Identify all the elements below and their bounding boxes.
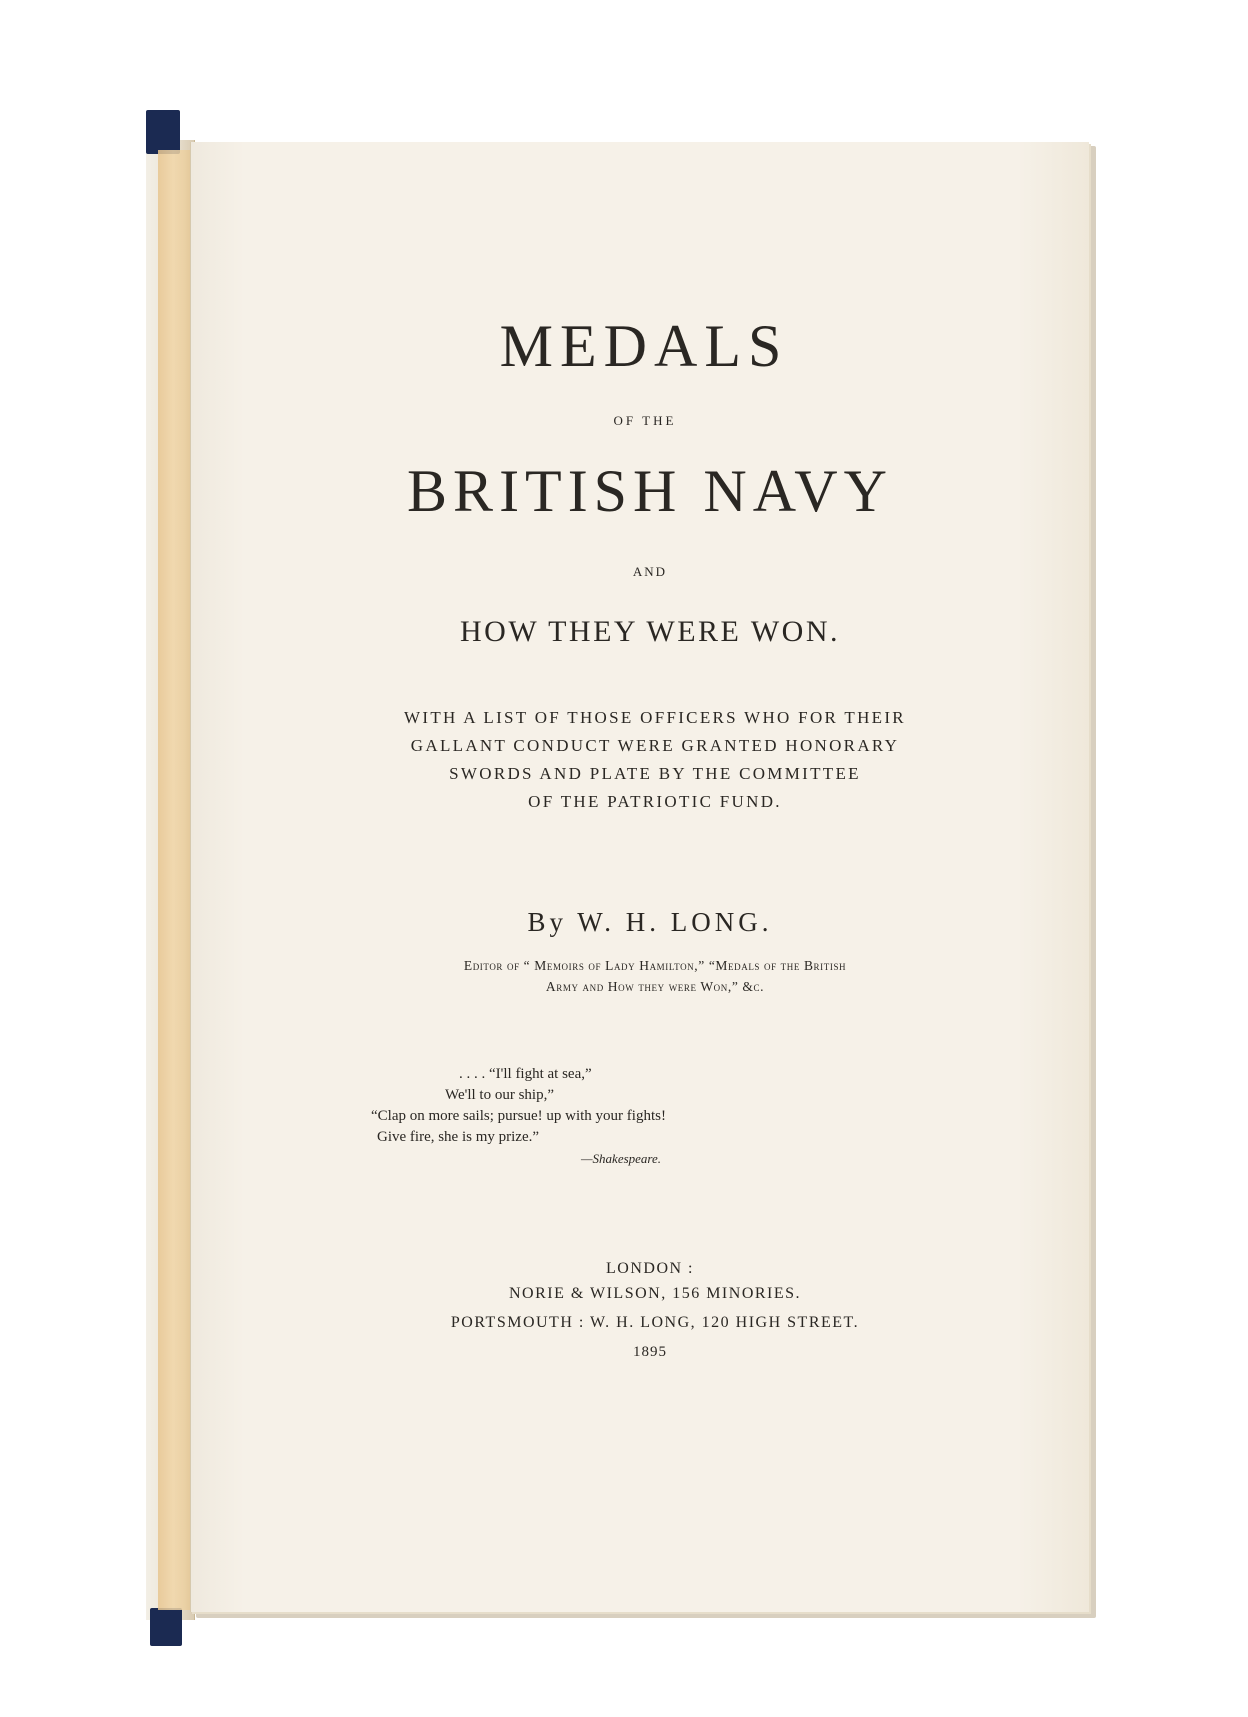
editor-line: Editor of “ Memoirs of Lady Hamilton,” “Medals of the British [463, 958, 847, 973]
description [221, 704, 1089, 816]
page-title: MEDALS [499, 313, 789, 379]
description-line: SWORDS AND PLATE BY THE COMMITTEE [449, 764, 861, 783]
imprint-second-publisher: PORTSMOUTH : W. H. LONG, 120 HIGH STREET. [450, 1314, 860, 1331]
description-line: OF THE PATRIOTIC FUND. [528, 792, 782, 811]
epigraph-line: Give fire, she is my prize.” [377, 1129, 540, 1145]
title-page [190, 142, 1089, 1612]
epigraph-attribution: —Shakespeare. [581, 1151, 662, 1166]
subject-title: BRITISH NAVY [407, 458, 893, 524]
editor-credits [221, 955, 1089, 997]
subtitle: HOW THEY WERE WON. [460, 615, 840, 648]
binding-top-cap [146, 110, 180, 154]
binding-bottom-cap [150, 1608, 182, 1646]
imprint-year: 1895 [633, 1344, 667, 1360]
imprint-city: LONDON : [606, 1260, 694, 1277]
description-line: GALLANT CONDUCT WERE GRANTED HONORARY [410, 736, 900, 755]
imprint-publisher: NORIE & WILSON, 156 MINORIES. [508, 1285, 802, 1302]
description-line: WITH A LIST OF THOSE OFFICERS WHO FOR THEIR [404, 708, 906, 727]
of-the-line: OF THE [613, 413, 677, 428]
and-line: AND [632, 564, 668, 579]
epigraph-line: We'll to our ship,” [445, 1087, 554, 1103]
epigraph-line: “Clap on more sails; pursue! up with your fights! [371, 1108, 666, 1124]
author-line: By W. H. LONG. [527, 907, 773, 937]
epigraph-line: . . . . “I'll fight at sea,” [459, 1066, 592, 1082]
editor-line: Army and How they were Won,” &c. [545, 979, 765, 994]
